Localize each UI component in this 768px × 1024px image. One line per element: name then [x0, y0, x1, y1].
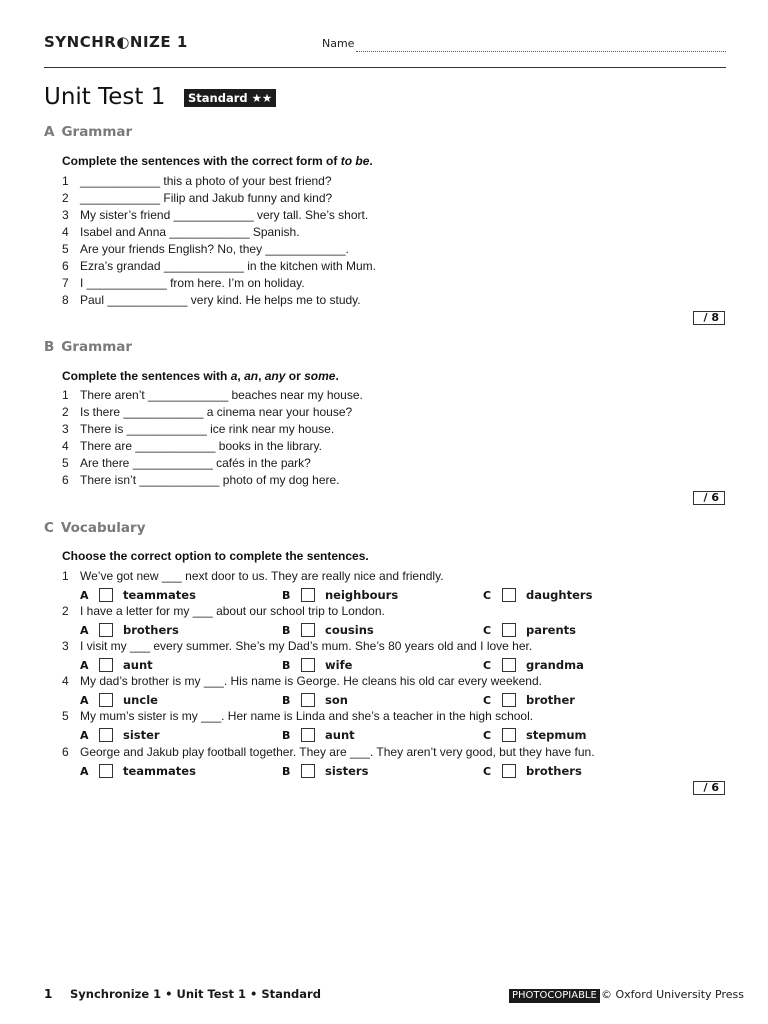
question-a2[interactable]	[62, 190, 332, 207]
checkbox[interactable]	[502, 693, 516, 707]
option-text: teammates	[123, 588, 196, 602]
checkbox[interactable]	[502, 658, 516, 672]
option-b[interactable]	[282, 586, 398, 603]
option-text: neighbours	[325, 588, 399, 602]
section-a-instruction	[62, 154, 373, 168]
instruction-text: Complete the sentences with the correct form of	[62, 154, 341, 168]
section-letter: A	[44, 124, 55, 140]
checkbox[interactable]	[99, 693, 113, 707]
section-b-title	[44, 339, 132, 355]
option-text: wife	[325, 658, 353, 672]
question-number: 2	[62, 191, 69, 205]
question-number: 8	[62, 293, 69, 307]
name-label: Name	[322, 37, 355, 50]
question-text: There is ____________ ice rink near my house.	[80, 422, 335, 436]
question-number: 7	[62, 276, 69, 290]
question-a4[interactable]	[62, 224, 300, 241]
section-name: Grammar	[61, 339, 133, 355]
instruction-emphasis: some	[304, 369, 336, 383]
option-b[interactable]	[282, 656, 352, 673]
option-a[interactable]	[80, 691, 158, 708]
section-a-score-box[interactable]: / 8	[693, 311, 725, 325]
question-text: George and Jakub play football together. They are ___. They aren’t very good, but they have fun.	[80, 745, 595, 759]
question-c5	[62, 708, 533, 725]
question-a7[interactable]	[62, 275, 305, 292]
question-text: I visit my ___ every summer. She’s my Dad’s mum. She’s 80 years old and I love her.	[80, 639, 533, 653]
section-c-score-box[interactable]: / 6	[693, 781, 725, 795]
option-letter: B	[282, 659, 291, 672]
question-c6	[62, 744, 595, 761]
option-letter: C	[483, 589, 492, 602]
question-number: 2	[62, 405, 69, 419]
question-text: Is there ____________ a cinema near your house?	[80, 405, 353, 419]
question-number: 5	[62, 709, 69, 723]
option-letter: B	[282, 589, 291, 602]
option-text: aunt	[325, 728, 355, 742]
question-text: My dad’s brother is my ___. His name is George. He cleans his old car every weekend.	[80, 674, 542, 688]
section-letter: C	[44, 520, 54, 536]
question-number: 4	[62, 225, 69, 239]
question-text: Paul ____________ very kind. He helps me to study.	[80, 293, 361, 307]
question-text: ____________ Filip and Jakub funny and kind?	[80, 191, 333, 205]
instruction-text: .	[369, 154, 373, 168]
question-text: There aren’t ____________ beaches near my house.	[80, 388, 363, 402]
option-letter: B	[282, 729, 291, 742]
instruction-text: or	[285, 369, 305, 383]
checkbox[interactable]	[502, 588, 516, 602]
checkbox[interactable]	[301, 693, 315, 707]
option-text: sister	[123, 728, 160, 742]
question-c1	[62, 568, 444, 585]
option-letter: A	[80, 694, 89, 707]
checkbox[interactable]	[301, 764, 315, 778]
checkbox[interactable]	[301, 623, 315, 637]
option-c[interactable]	[483, 621, 576, 638]
option-letter: A	[80, 589, 89, 602]
question-number: 3	[62, 639, 69, 653]
instruction-emphasis: a	[230, 369, 238, 383]
option-a[interactable]	[80, 762, 196, 779]
option-text: son	[325, 693, 348, 707]
question-a8[interactable]	[62, 292, 361, 309]
option-c[interactable]	[483, 726, 587, 743]
option-letter: B	[282, 765, 291, 778]
question-number: 3	[62, 422, 69, 436]
option-letter: C	[483, 729, 492, 742]
checkbox[interactable]	[301, 728, 315, 742]
option-c[interactable]	[483, 691, 575, 708]
question-text: I ____________ from here. I’m on holiday.	[80, 276, 305, 290]
question-text: My mum’s sister is my ___. Her name is Linda and she’s a teacher in the high school.	[80, 709, 534, 723]
question-text: My sister’s friend ____________ very tall. She’s short.	[80, 208, 369, 222]
question-text: I have a letter for my ___ about our school trip to London.	[80, 604, 385, 618]
section-b-instruction	[62, 369, 339, 383]
option-c[interactable]	[483, 656, 584, 673]
question-number: 1	[62, 174, 69, 188]
checkbox[interactable]	[99, 764, 113, 778]
instruction-emphasis: any	[264, 369, 286, 383]
section-letter: B	[44, 339, 55, 355]
instruction-emphasis: to be	[340, 154, 370, 168]
option-letter: A	[80, 729, 89, 742]
footer-title: Synchronize 1 • Unit Test 1 • Standard	[70, 987, 321, 1001]
section-name: Vocabulary	[60, 520, 146, 536]
question-number: 1	[62, 388, 69, 402]
option-letter: A	[80, 659, 89, 672]
option-a[interactable]	[80, 656, 153, 673]
question-a6[interactable]	[62, 258, 376, 275]
checkbox[interactable]	[99, 623, 113, 637]
question-text: Isabel and Anna ____________ Spanish.	[80, 225, 300, 239]
checkbox[interactable]	[301, 588, 315, 602]
option-b[interactable]	[282, 621, 374, 638]
instruction-text: ,	[237, 369, 245, 383]
question-number: 6	[62, 473, 69, 487]
brand-logo: SYNCHR◐NIZE 1	[44, 33, 188, 51]
option-letter: C	[483, 624, 492, 637]
question-text: We’ve got new ___ next door to us. They are really nice and friendly.	[80, 569, 444, 583]
question-a3[interactable]	[62, 207, 368, 224]
option-b[interactable]	[282, 691, 348, 708]
copyright-text: © Oxford University Press	[601, 988, 745, 1001]
option-text: parents	[526, 623, 576, 637]
question-number: 4	[62, 439, 69, 453]
section-name: Grammar	[61, 124, 133, 140]
option-text: sisters	[325, 764, 369, 778]
question-a1[interactable]	[62, 173, 332, 190]
question-c3	[62, 638, 532, 655]
option-letter: C	[483, 659, 492, 672]
checkbox[interactable]	[99, 728, 113, 742]
question-b5[interactable]	[62, 455, 311, 472]
question-b6[interactable]	[62, 472, 340, 489]
section-b-score-box[interactable]: / 6	[693, 491, 725, 505]
checkbox[interactable]	[99, 658, 113, 672]
question-text: Are your friends English? No, they ____________.	[80, 242, 349, 256]
option-letter: C	[483, 694, 492, 707]
option-text: brothers	[526, 764, 582, 778]
question-number: 5	[62, 456, 69, 470]
checkbox[interactable]	[301, 658, 315, 672]
option-letter: B	[282, 624, 291, 637]
page-number: 1	[44, 987, 53, 1001]
question-number: 5	[62, 242, 69, 256]
instruction-text: Complete the sentences with	[62, 369, 231, 383]
option-letter: B	[282, 694, 291, 707]
question-number: 6	[62, 259, 69, 273]
question-c2	[62, 603, 385, 620]
option-text: grandma	[526, 658, 584, 672]
question-b1[interactable]	[62, 387, 363, 404]
question-number: 4	[62, 674, 69, 688]
instruction-text: ,	[258, 369, 265, 383]
question-text: There are ____________ books in the library.	[80, 439, 322, 453]
option-text: uncle	[123, 693, 158, 707]
photocopiable-label: PHOTOCOPIABLE	[509, 989, 600, 1003]
option-letter: A	[80, 765, 89, 778]
checkbox[interactable]	[99, 588, 113, 602]
checkbox[interactable]	[502, 728, 516, 742]
instruction-text: .	[335, 369, 339, 383]
option-a[interactable]	[80, 586, 196, 603]
question-text: Are there ____________ cafés in the park?	[80, 456, 311, 470]
section-a-title	[44, 124, 132, 140]
question-a5[interactable]	[62, 241, 349, 258]
question-text: ____________ this a photo of your best friend?	[80, 174, 332, 188]
level-badge: Standard ★★	[184, 89, 276, 107]
option-b[interactable]	[282, 762, 368, 779]
question-number: 2	[62, 604, 69, 618]
question-b2[interactable]	[62, 404, 352, 421]
option-c[interactable]	[483, 586, 592, 603]
option-b[interactable]	[282, 726, 355, 743]
checkbox[interactable]	[502, 764, 516, 778]
option-a[interactable]	[80, 621, 179, 638]
section-c-instruction: Choose the correct option to complete the sentences.	[62, 549, 369, 563]
option-text: brothers	[123, 623, 179, 637]
question-b3[interactable]	[62, 421, 334, 438]
page-title: Unit Test 1	[44, 84, 166, 110]
option-c[interactable]	[483, 762, 582, 779]
question-c4	[62, 673, 542, 690]
option-text: daughters	[526, 588, 593, 602]
option-a[interactable]	[80, 726, 160, 743]
option-text: aunt	[123, 658, 153, 672]
section-c-title	[44, 520, 146, 536]
option-text: teammates	[123, 764, 196, 778]
option-letter: C	[483, 765, 492, 778]
question-text: There isn’t ____________ photo of my dog here.	[80, 473, 340, 487]
header-divider	[44, 67, 726, 68]
question-number: 3	[62, 208, 69, 222]
question-text: Ezra’s grandad ____________ in the kitchen with Mum.	[80, 259, 376, 273]
question-b4[interactable]	[62, 438, 322, 455]
checkbox[interactable]	[502, 623, 516, 637]
option-text: brother	[526, 693, 575, 707]
option-letter: A	[80, 624, 89, 637]
question-number: 1	[62, 569, 69, 583]
option-text: cousins	[325, 623, 374, 637]
question-number: 6	[62, 745, 69, 759]
option-text: stepmum	[526, 728, 587, 742]
name-field-line[interactable]	[356, 51, 726, 52]
instruction-emphasis: an	[244, 369, 259, 383]
